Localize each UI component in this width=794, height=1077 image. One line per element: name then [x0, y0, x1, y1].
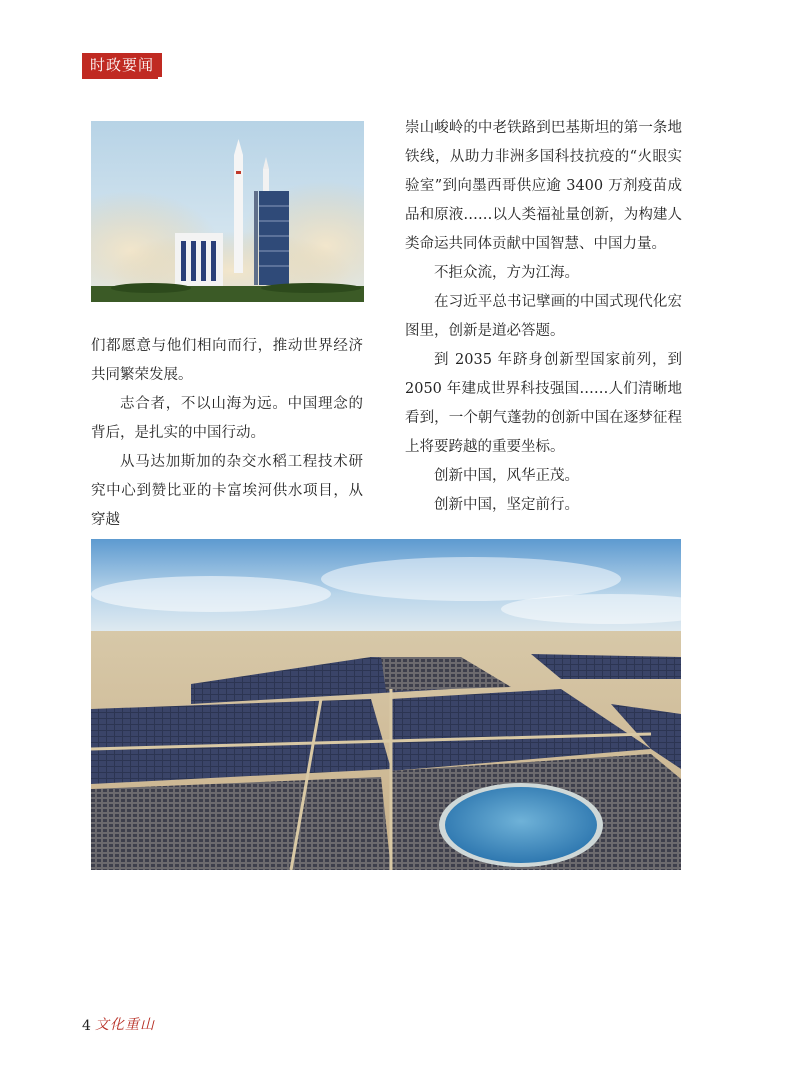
left-column	[91, 332, 363, 535]
magazine-logo: 文化重山	[95, 1017, 155, 1033]
solar-farm-aerial-photo	[91, 539, 681, 870]
section-tag: 时政要闻	[82, 53, 162, 77]
left-paragraph-2: 从马达加斯加的杂交水稻工程技术研究中心到赞比亚的卡富埃河供水项目，从穿越	[91, 454, 363, 528]
rocket-launch-photo	[91, 121, 364, 302]
right-paragraph-4: 创新中国，风华正茂。	[434, 468, 579, 484]
right-continuation-paragraph: 崇山峻岭的中老铁路到巴基斯坦的第一条地铁线，从助力非洲多国科技抗疫的“火眼实验室”到向墨西哥供应逾 3400 万剂疫苗成品和原液……以人类福祉量创新，为构建人类命运共同体贡献中国智慧、中国力量。	[405, 120, 682, 252]
left-continuation-paragraph: 们都愿意与他们相向而行，推动世界经济共同繁荣发展。	[91, 338, 363, 383]
left-paragraph-1: 志合者，不以山海为远。中国理念的背后，是扎实的中国行动。	[91, 396, 363, 441]
right-paragraph-3: 到 2035 年跻身创新型国家前列，到 2050 年建成世界科技强国……人们清晰地看到，一个朝气蓬勃的创新中国在逐梦征程上将要跨越的重要坐标。	[405, 352, 682, 455]
right-paragraph-1: 不拒众流，方为江海。	[434, 265, 579, 281]
page-number: 4	[82, 1018, 91, 1034]
right-paragraph-5: 创新中国，坚定前行。	[434, 497, 579, 513]
section-tag-rule	[82, 77, 158, 79]
right-paragraph-2: 在习近平总书记擘画的中国式现代化宏图里，创新是道必答题。	[405, 294, 682, 339]
right-column	[405, 114, 682, 520]
